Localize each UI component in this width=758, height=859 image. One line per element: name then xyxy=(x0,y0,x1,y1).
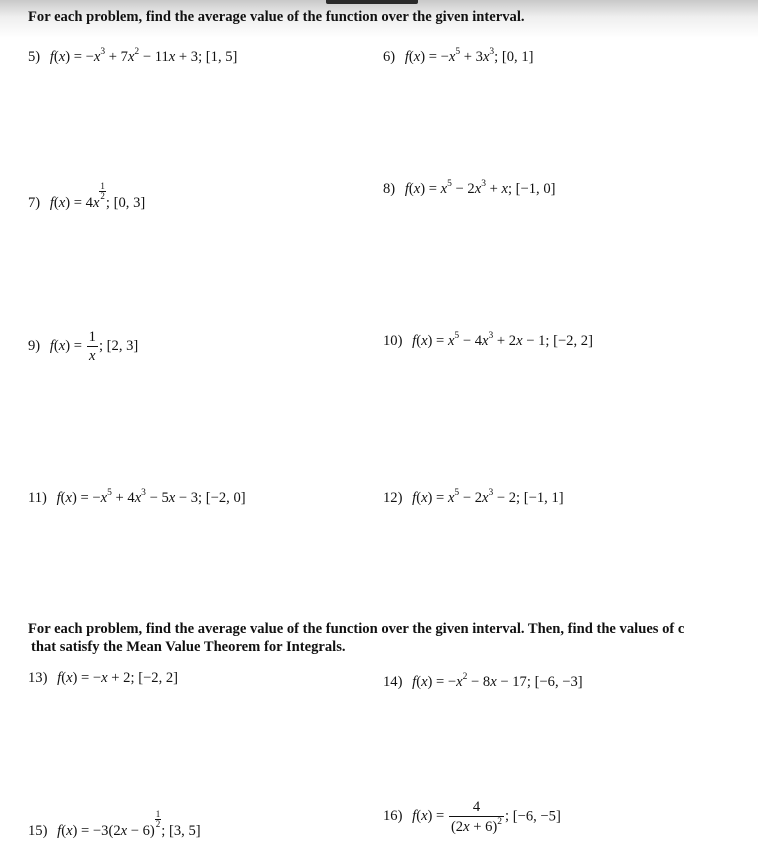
problem-number: 9) xyxy=(28,337,41,354)
function-expression: $f(x) = -x^5 + 3x^3$; xyxy=(404,47,499,65)
interval: [−2, 2] xyxy=(553,332,593,349)
problem-10 xyxy=(383,328,593,350)
problem-9 xyxy=(28,330,138,363)
problem-number: 6) xyxy=(383,48,396,65)
section2-heading-line2: that satisfy the Mean Value Theorem for Integrals. xyxy=(31,639,346,655)
problem-6 xyxy=(383,44,534,66)
function-expression: f(x) = −3(2x − 6) $\frac{1}{2}$ ; xyxy=(57,809,166,839)
top-window-bar xyxy=(326,0,418,4)
interval: [0, 3] xyxy=(113,195,146,211)
problem-number: 5) xyxy=(28,48,41,65)
function-expression: $f(x) = x^5 - 2x^3 - 2$; xyxy=(412,488,521,506)
problem-8 xyxy=(383,176,556,198)
interval: [−2, 2] xyxy=(138,670,179,686)
function-expression: $f(x) = -x^5 + 4x^3 - 5x - 3$; xyxy=(56,488,203,506)
problem-15 xyxy=(28,809,201,841)
interval: [−1, 1] xyxy=(523,489,564,506)
interval: [−6, −3] xyxy=(534,673,583,690)
interval: [3, 5] xyxy=(169,823,201,839)
function-expression: f(x) = $\frac{1}{x}$ ; xyxy=(49,329,103,364)
problem-number: 8) xyxy=(383,180,396,197)
problem-number: 16) xyxy=(383,808,403,825)
problem-number: 10) xyxy=(383,332,403,349)
section2-heading-line1: For each problem, find the average value of the function over the given interval. Then, find the values of c xyxy=(28,621,685,637)
problem-number: 11) xyxy=(28,489,47,506)
interval: [0, 1] xyxy=(501,48,534,65)
problem-number: 7) xyxy=(28,195,41,211)
problem-number: 12) xyxy=(383,489,403,506)
problem-11 xyxy=(28,485,246,507)
problem-7 xyxy=(28,181,146,213)
interval: [−1, 0] xyxy=(515,180,556,197)
function-expression: $f(x) = x^5 - 2x^3 + x$; xyxy=(404,179,513,197)
problem-12 xyxy=(383,485,564,507)
section1-heading: For each problem, find the average value of the function over the given interval. xyxy=(28,9,525,25)
problem-5 xyxy=(28,44,237,66)
section2-heading xyxy=(28,620,743,656)
function-expression: $f(x) = -x^2 - 8x - 17$; xyxy=(412,672,531,690)
function-expression: $f(x) = x^5 - 4x^3 + 2x - 1$; xyxy=(412,331,550,349)
interval: [−6, −5] xyxy=(512,808,561,825)
problem-number: 13) xyxy=(28,670,48,686)
function-expression: f(x) = $\frac{4}{(2x + 6)^2}$ ; xyxy=(412,799,510,835)
problem-16 xyxy=(383,800,561,834)
function-expression: f(x) = −x + 2; xyxy=(57,670,135,686)
function-expression: $f(x) = -x^3 + 7x^2 - 11x + 3$; xyxy=(49,47,203,65)
interval: [−2, 0] xyxy=(205,489,246,506)
problem-number: 15) xyxy=(28,823,48,839)
interval: [1, 5] xyxy=(205,48,238,65)
problem-13 xyxy=(28,669,178,687)
interval: [2, 3] xyxy=(106,337,139,354)
function-expression: f(x) = 4x $\frac{1}{2}$ ; xyxy=(49,181,110,211)
problem-number: 14) xyxy=(383,673,403,690)
problem-14 xyxy=(383,669,583,691)
